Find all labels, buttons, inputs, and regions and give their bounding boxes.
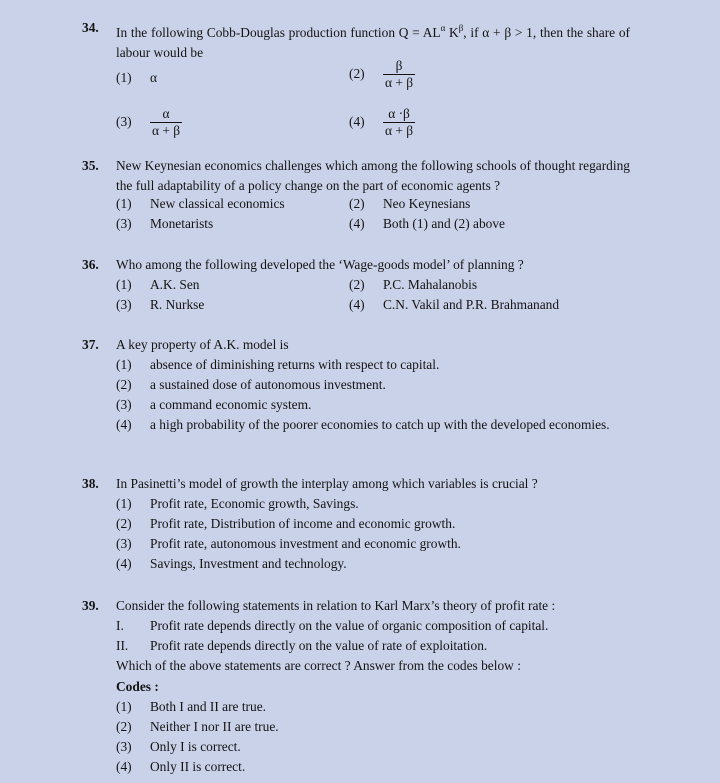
option-2[interactable]: (2) P.C. Mahalanobis	[349, 277, 478, 292]
option-3[interactable]: (3) $\frac{\alpha}{\alpha + \beta}$	[116, 106, 181, 138]
fraction: $\frac{\alpha}{\alpha + \beta}$	[152, 106, 181, 138]
option-4[interactable]: (4) Both (1) and (2) above	[349, 216, 505, 231]
question-stem: In Pasinetti’s model of growth the interplay among which variables is crucial ?	[116, 476, 538, 491]
question-stem: Consider the following statements in relation to Karl Marx’s theory of profit rate :	[116, 598, 556, 613]
option-2[interactable]: (2) a sustained dose of autonomous investment.	[116, 377, 386, 392]
option-1[interactable]: (1) Both I and II are true.	[116, 699, 267, 714]
superscript-beta: β	[458, 23, 464, 33]
question-number: 36.	[82, 257, 99, 272]
question-stem: In the following Cobb-Douglas production function $Q = AL^\alpha$ $K^\beta$, if α + β > 1, then the share of labour would be	[116, 23, 630, 60]
question-number: 39.	[82, 598, 99, 613]
option-3[interactable]: (3) R. Nurkse	[116, 297, 205, 312]
option-1[interactable]: (1) New classical economics	[116, 196, 285, 211]
option-4[interactable]: (4) $\frac{\alpha \cdot\beta}{\alpha + \beta}$	[349, 106, 414, 138]
option-1[interactable]: (1) A.K. Sen	[116, 277, 200, 292]
option-1[interactable]: (1) α	[116, 70, 158, 85]
option-2[interactable]: (2) $\frac{\beta}{\alpha + \beta}$	[349, 58, 414, 90]
question-number: 34.	[82, 20, 99, 35]
statement-1: I. Profit rate depends directly on the value of organic composition of capital.	[116, 618, 549, 633]
option-4[interactable]: (4) a high probability of the poorer economies to catch up with the developed economies.	[116, 417, 610, 432]
question-number: 35.	[82, 158, 99, 173]
question-number: 38.	[82, 476, 99, 491]
question-number: 37.	[82, 337, 99, 352]
superscript-alpha: α	[440, 23, 446, 33]
option-1[interactable]: (1) absence of diminishing returns with respect to capital.	[116, 357, 440, 372]
option-1[interactable]: (1) Profit rate, Economic growth, Savings.	[116, 496, 359, 511]
question-stem: Who among the following developed the ‘Wage-goods model’ of planning ?	[116, 257, 524, 272]
option-3[interactable]: (3) Profit rate, autonomous investment and economic growth.	[116, 536, 461, 551]
fraction: $\frac{\alpha \cdot\beta}{\alpha + \beta}$	[385, 106, 414, 138]
fraction: $\frac{\beta}{\alpha + \beta}$	[385, 58, 414, 90]
option-4[interactable]: (4) Savings, Investment and technology.	[116, 556, 347, 571]
option-4[interactable]: (4) Only II is correct.	[116, 759, 246, 774]
codes-label: Codes :	[116, 679, 159, 694]
statement-2: II. Profit rate depends directly on the value of rate of exploitation.	[116, 638, 488, 653]
option-2[interactable]: (2) Profit rate, Distribution of income and economic growth.	[116, 516, 456, 531]
option-2[interactable]: (2) Neither I nor II are true.	[116, 719, 279, 734]
question-stem: A key property of A.K. model is	[116, 337, 289, 352]
option-3[interactable]: (3) a command economic system.	[116, 397, 312, 412]
option-3[interactable]: (3) Only I is correct.	[116, 739, 241, 754]
option-4[interactable]: (4) C.N. Vakil and P.R. Brahmanand	[349, 297, 560, 312]
option-2[interactable]: (2) Neo Keynesians	[349, 196, 471, 211]
option-3[interactable]: (3) Monetarists	[116, 216, 214, 231]
question-stem: New Keynesian economics challenges which among the following schools of thought regarding the full adaptability of a policy change on the part of economic agents ?	[116, 158, 630, 193]
instruction: Which of the above statements are correct ? Answer from the codes below :	[116, 658, 521, 673]
